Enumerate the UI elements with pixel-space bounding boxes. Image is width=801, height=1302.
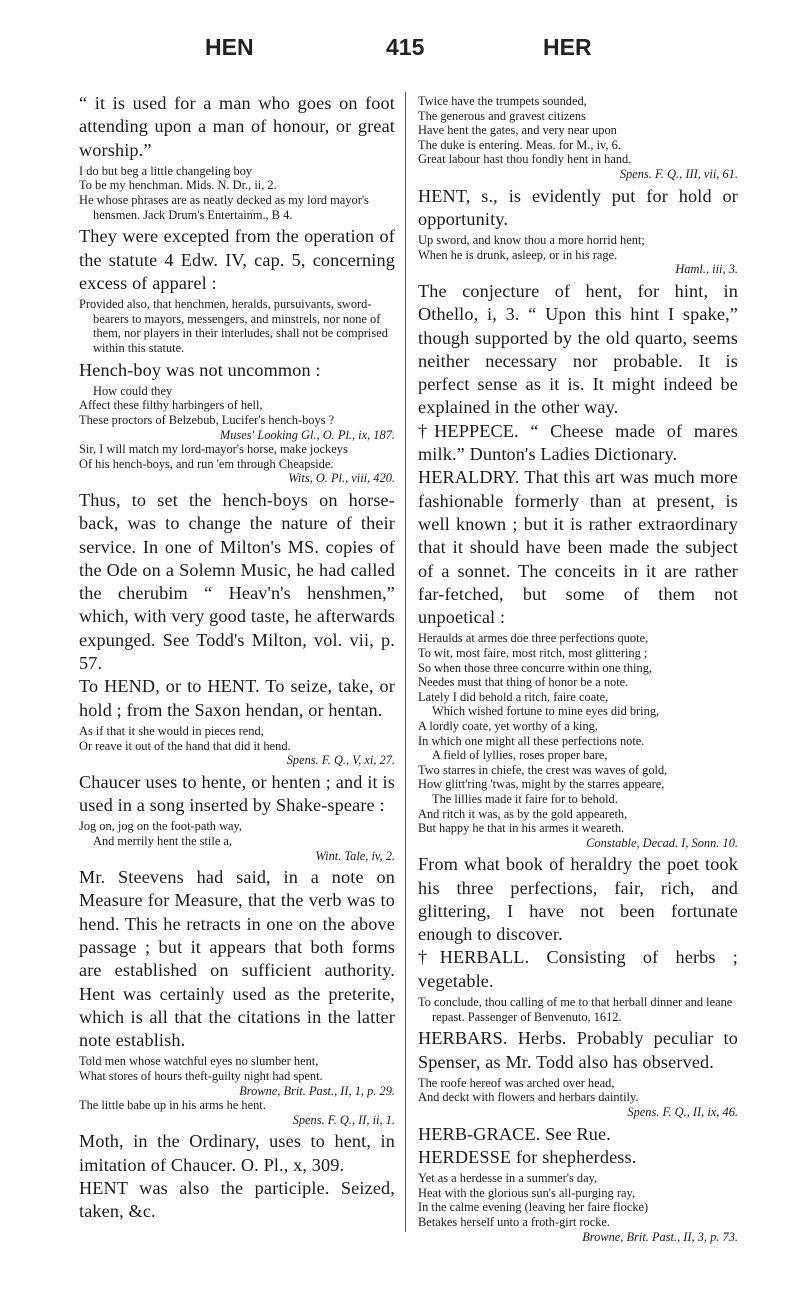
entry-paragraph: Moth, in the Ordinary, uses to hent, in imitation of Chaucer. O. Pl., x, 309. [79, 1131, 395, 1175]
entry-paragraph: HERDESSE for shepherdess. [418, 1146, 637, 1167]
quote-line: And deckt with flowers and herbars daintily. [418, 1090, 639, 1105]
quote-source: Spens. F. Q., II, ii, 1. [292, 1112, 395, 1127]
quotation-block [418, 94, 738, 182]
quote-line: Heat with the glorious sun's all-purging ray, [418, 1185, 635, 1200]
quotation-block [418, 233, 738, 277]
quote-line: And ritch it was, as by the gold appeareth, [418, 806, 628, 821]
quotation-block [79, 297, 395, 355]
quote-line: Provided also, that henchmen, heralds, pursuivants, sword-bearers to mayors, messengers, and minstrels, nor none of them, nor players in their interludes, shall not be comprised within this statute. [79, 297, 388, 355]
quote-line: Or reave it out of the hand that did it hend. [79, 738, 291, 753]
quote-source: Haml., iii, 3. [675, 262, 738, 277]
quote-line: What stores of hours theft-guilty night had spent. [79, 1069, 323, 1084]
quote-line: These proctors of Belzebub, Lucifer's hench-boys ? [79, 413, 335, 428]
quote-line: Heraulds at armes doe three perfections quote, [418, 631, 649, 646]
quote-line: Two starres in chiefe, the crest was waves of gold, [418, 762, 668, 777]
column-divider [405, 92, 406, 1232]
quotation-block [79, 1054, 395, 1127]
header-right-word: HER [543, 34, 592, 60]
quote-line: Needes must that thing of honor be a note. [418, 675, 629, 690]
quotation-block [79, 164, 395, 222]
quote-source: Wits, O. Pl., viii, 420. [288, 471, 395, 486]
quote-line: Twice have the trumpets sounded, [418, 94, 587, 108]
entry-paragraph: HENT was also the participle. Seized, taken, &c. [79, 1178, 395, 1222]
quote-line: A field of lyllies, roses proper bare, [432, 748, 608, 763]
quote-line: Affect these filthy harbingers of hell, [79, 398, 263, 413]
entry-paragraph: Hench-boy was not uncommon : [79, 359, 321, 380]
entry-paragraph: HERB-GRACE. See Rue. [418, 1123, 611, 1144]
quotation-block [79, 384, 395, 486]
entry-paragraph: “ it is used for a man who goes on foot attending upon a man of honour, or great worship.” [79, 93, 395, 160]
quote-line: How glitt'ring 'twas, might by the starres appeare, [418, 777, 665, 792]
header-left-word: HEN [205, 34, 254, 60]
quotation-block [79, 819, 395, 863]
entry-paragraph: To HEND, or to HENT. To seize, take, or hold ; from the Saxon hendan, or hentan. [79, 676, 395, 720]
quote-line: To conclude, thou calling of me to that herball dinner and leane repast. Passenger of Benvenuto, 1612. [418, 995, 733, 1024]
quotation-block [79, 724, 395, 768]
quote-line: He whose phrases are as neatly decked as my lord mayor's hensmen. Jack Drum's Entertainm., B 4. [79, 193, 369, 222]
entry-paragraph: Thus, to set the hench-boys on horse-back, was to change the nature of their service. In one of Milton's MS. copies of the Ode on a Solemn Music, he had called the cherubim “ Heav'n's henshmen,” which, with very good taste, he afterwards expunged. See Todd's Milton, vol. vii, p. 57. [79, 489, 395, 674]
quote-line: Yet as a herdesse in a summer's day, [418, 1171, 598, 1186]
quote-line: When he is drunk, asleep, or in his rage. [418, 247, 618, 262]
quote-line: As if that it she would in pieces rend, [79, 723, 264, 738]
quote-line: Have hent the gates, and very near upon [418, 123, 617, 138]
entry-paragraph: HERALDRY. That this art was much more fashionable formerly than at present, is well known ; but it is rather extraordinary that it should have been made the subject of a sonnet. The conceits in it are rather far-fetched, but some of them not unpoetical : [418, 467, 738, 628]
quote-source: Spens. F. Q., III, vii, 61. [619, 166, 738, 181]
quote-source: Spens. F. Q., II, ix, 46. [627, 1105, 738, 1120]
quote-source: Wint. Tale, iv, 2. [315, 848, 395, 863]
quote-line: The roofe hereof was arched over head, [418, 1075, 615, 1090]
quote-line: Which wished fortune to mine eyes did bring, [432, 704, 660, 719]
quote-line: Told men whose watchful eyes no slumber hent, [79, 1054, 319, 1069]
quote-line: Of his hench-boys, and run 'em through Cheapside. [79, 456, 334, 471]
quote-source: Browne, Brit. Past., II, 1, p. 29. [239, 1083, 395, 1098]
quote-line: To be my henchman. Mids. N. Dr., ii, 2. [79, 178, 277, 193]
quote-line: And merrily hent the stile a, [93, 833, 233, 848]
quote-line: Up sword, and know thou a more horrid hent; [418, 233, 645, 248]
quote-line: The generous and gravest citizens [418, 108, 586, 123]
quote-line: Lately I did behold a ritch, faire coate, [418, 689, 609, 704]
quote-line: The lillies made it faire for to behold. [432, 791, 618, 806]
quote-line: Great labour hast thou fondly hent in hand. [418, 152, 632, 167]
page-number: 415 [386, 34, 425, 60]
quote-line: To wit, most faire, most ritch, most glittering ; [418, 645, 648, 660]
quote-source: Constable, Decad. I, Sonn. 10. [586, 835, 738, 850]
right-column [418, 92, 738, 1247]
quote-line: A lordly coate, yet worthy of a king, [418, 718, 598, 733]
quote-line: But happy he that in his armes it weareth. [418, 821, 625, 836]
quote-line: How could they [93, 383, 173, 398]
entry-paragraph: †HERBALL. Consisting of herbs ; vegetable. [418, 947, 738, 991]
entry-paragraph: †HEPPECE. “ Cheese made of mares milk.” Dunton's Ladies Dictionary. [418, 420, 738, 465]
quote-line: In the calme evening (leaving her faire flocke) [418, 1200, 649, 1215]
entry-paragraph: They were excepted from the operation of the statute 4 Edw. IV, cap. 5, concerning excess of apparel : [79, 226, 395, 293]
entry-paragraph: HENT, s., is evidently put for hold or opportunity. [418, 185, 738, 229]
quote-line: So when those three concurre within one thing, [418, 660, 652, 675]
entry-paragraph: HERBARS. Herbs. Probably peculiar to Spenser, as Mr. Todd also has observed. [418, 1028, 738, 1072]
entry-paragraph: Mr. Steevens had said, in a note on Measure for Measure, that the verb was to hend. This he retracts in one on the above passage ; but it appears that both forms are established on sufficient authority. Hent was certainly used as the preterite, which is all that the citations in the latter note establish. [79, 867, 395, 1051]
quotation-block [418, 631, 738, 850]
quote-line: The little babe up in his arms he hent. [79, 1098, 266, 1113]
quote-line: Jog on, jog on the foot-path way, [79, 819, 243, 834]
quote-line: The duke is entering. Meas. for M., iv, 6. [418, 137, 621, 152]
quote-source: Browne, Brit. Past., II, 3, p. 73. [582, 1229, 738, 1244]
quote-line: Sir, I will match my lord-mayor's horse, make jockeys [79, 442, 348, 457]
quotation-block [418, 1171, 738, 1244]
entry-paragraph: From what book of heraldry the poet took his three perfections, fair, rich, and glittering, I have not been fortunate enough to discover. [418, 854, 738, 945]
quote-source: Muses' Looking Gl., O. Pl., ix, 187. [219, 427, 395, 442]
entry-paragraph: The conjecture of hent, for hint, in Othello, i, 3. “ Upon this hint I spake,” though supported by the old quarto, seems neither necessary nor probable. It is perfect sense as it is. It might indeed be explained in the other way. [418, 280, 738, 418]
quotation-block [418, 995, 738, 1024]
quotation-block [418, 1076, 738, 1120]
running-header [0, 34, 801, 64]
quote-line: Betakes herself unto a froth-girt rocke. [418, 1215, 610, 1230]
quote-line: I do but beg a little changeling boy [79, 163, 253, 178]
quote-line: In which one might all these perfections note. [418, 733, 645, 748]
quote-source: Spens. F. Q., V, xi, 27. [286, 753, 395, 768]
left-column [79, 92, 395, 1224]
entry-paragraph: Chaucer uses to hente, or henten ; and it is used in a song inserted by Shake-speare : [79, 771, 395, 816]
